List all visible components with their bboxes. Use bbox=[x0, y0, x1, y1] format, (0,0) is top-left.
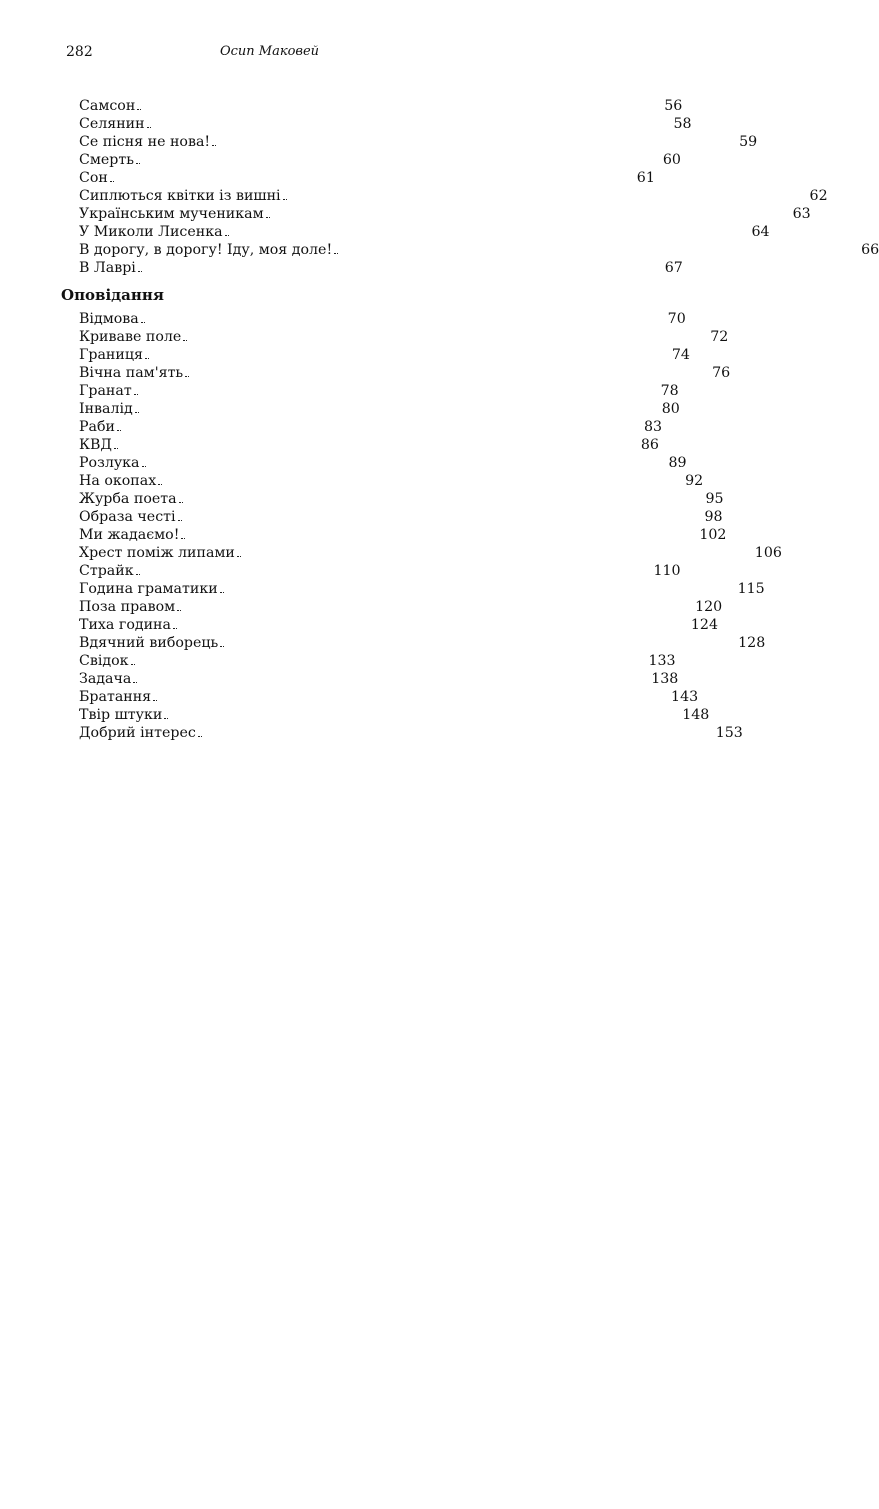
dot-leader bbox=[134, 384, 138, 395]
toc-entry-page: 102 bbox=[699, 527, 727, 543]
toc-entry-page: 106 bbox=[754, 545, 782, 561]
toc-entry-title: Границя bbox=[79, 347, 143, 363]
toc-entry-title: Інвалід bbox=[79, 401, 133, 417]
toc-entry-title: Криваве поле bbox=[79, 329, 182, 345]
toc-list bbox=[79, 310, 782, 742]
toc-entry-page: 138 bbox=[651, 671, 679, 687]
toc-entry-page: 74 bbox=[671, 347, 690, 363]
toc-entry-title: Українським мученикам bbox=[79, 206, 264, 222]
toc-entry-page: 153 bbox=[715, 725, 743, 741]
toc-entry bbox=[79, 436, 659, 454]
toc-entry-title: Журба поета bbox=[79, 491, 177, 507]
toc-entry-page: 95 bbox=[705, 491, 724, 507]
toc-entry-page: 92 bbox=[685, 473, 704, 489]
page-number: 282 bbox=[66, 44, 93, 60]
toc-entry bbox=[79, 418, 663, 436]
toc-entry-page: 56 bbox=[664, 98, 683, 114]
toc-entry-title: КВД bbox=[79, 437, 112, 453]
toc-entry bbox=[79, 652, 676, 670]
running-head bbox=[66, 44, 473, 64]
toc-entry-page: 59 bbox=[739, 134, 758, 150]
dot-leader bbox=[135, 402, 139, 413]
toc-list bbox=[79, 97, 879, 277]
toc-entry-page: 98 bbox=[704, 509, 723, 525]
toc-entry-title: В дорогу, в дорогу! Іду, моя доле! bbox=[79, 242, 333, 258]
toc-entry-title: Твір штуки bbox=[79, 707, 163, 723]
dot-leader bbox=[141, 312, 145, 323]
toc-entry-title: В Лаврі bbox=[79, 260, 136, 276]
toc-entry-page: 128 bbox=[738, 635, 766, 651]
toc-entry-title: Братання bbox=[79, 689, 152, 705]
toc-entry-page: 76 bbox=[712, 365, 731, 381]
toc-entry-title: Вічна пам'ять bbox=[79, 365, 184, 381]
toc-entry-page: 58 bbox=[673, 116, 692, 132]
toc-entry-title: Раби bbox=[79, 419, 116, 435]
dot-leader bbox=[136, 153, 140, 164]
toc-entry-title: Розлука bbox=[79, 455, 140, 471]
toc-entry-page: 67 bbox=[664, 260, 683, 276]
toc-entry-title: На окопах bbox=[79, 473, 157, 489]
toc-entry bbox=[79, 115, 692, 133]
toc-entry-page: 89 bbox=[668, 455, 687, 471]
toc-entry bbox=[79, 400, 680, 418]
toc-entry-page: 124 bbox=[690, 617, 718, 633]
toc-entry-page: 64 bbox=[751, 224, 770, 240]
toc-entry-page: 115 bbox=[737, 581, 765, 597]
toc-entry-title: Сиплються квітки із вишні bbox=[79, 188, 281, 204]
toc-entry-title: Добрий інтерес bbox=[79, 725, 196, 741]
toc-entry-title: Смерть bbox=[79, 152, 134, 168]
toc-entry-title: Вдячний виборець bbox=[79, 635, 219, 651]
toc-entry-title: Задача bbox=[79, 671, 132, 687]
section-heading: Оповідання bbox=[61, 286, 164, 304]
toc-entry-title: Ми жадаємо! bbox=[79, 527, 180, 543]
toc-entry-page: 72 bbox=[710, 329, 729, 345]
toc-entry bbox=[79, 169, 655, 187]
dot-leader bbox=[137, 99, 141, 110]
toc-entry bbox=[79, 151, 681, 169]
toc-entry-page: 80 bbox=[661, 401, 680, 417]
toc-entry bbox=[79, 328, 729, 346]
toc-entry-title: Година граматики bbox=[79, 581, 218, 597]
toc-entry-page: 83 bbox=[643, 419, 663, 435]
toc-entry-title: Тиха година bbox=[79, 617, 171, 633]
toc-entry bbox=[79, 310, 686, 328]
toc-entry-page: 148 bbox=[682, 707, 710, 723]
toc-stories bbox=[79, 310, 782, 742]
toc-entry-title: Образа честі bbox=[79, 509, 176, 525]
toc-entry-page: 110 bbox=[653, 563, 681, 579]
toc-entry-title: Сон bbox=[79, 170, 108, 186]
toc-entry-title: Се пісня не нова! bbox=[79, 134, 211, 150]
toc-entry bbox=[79, 346, 690, 364]
toc-entry bbox=[79, 364, 731, 382]
toc-entry-title: Хрест поміж липами bbox=[79, 545, 235, 561]
toc-entry-title: У Миколи Лисенка bbox=[79, 224, 223, 240]
dot-leader bbox=[117, 420, 121, 431]
running-head-author: Осип Маковей bbox=[219, 44, 320, 59]
toc-entry-title: Самсон bbox=[79, 98, 136, 114]
dot-leader bbox=[114, 438, 118, 449]
toc-entry-page: 63 bbox=[792, 206, 811, 222]
toc-entry-page: 61 bbox=[636, 170, 655, 186]
toc-entry-page: 62 bbox=[809, 188, 828, 204]
toc-entry bbox=[79, 382, 679, 400]
toc-entry-title: Селянин bbox=[79, 116, 145, 132]
toc-poems bbox=[79, 97, 879, 277]
toc-entry-page: 78 bbox=[660, 383, 679, 399]
toc-entry-title: Страйк bbox=[79, 563, 134, 579]
dot-leader bbox=[110, 171, 114, 182]
toc-entry-page: 120 bbox=[695, 599, 723, 615]
toc-entry-title: Відмова bbox=[79, 311, 139, 327]
toc-entry-page: 133 bbox=[648, 653, 676, 669]
toc-entry bbox=[79, 670, 679, 688]
toc-entry bbox=[79, 97, 683, 115]
toc-entry-page: 70 bbox=[667, 311, 686, 327]
toc-entry bbox=[79, 133, 758, 151]
toc-entry-title: Поза правом bbox=[79, 599, 176, 615]
toc-entry-page: 143 bbox=[671, 689, 699, 705]
toc-entry-page: 86 bbox=[640, 437, 659, 453]
toc-entry-title: Свідок bbox=[79, 653, 129, 669]
toc-entry-title: Гранат bbox=[79, 383, 132, 399]
toc-entry-page: 66 bbox=[861, 242, 879, 258]
toc-entry-page: 60 bbox=[662, 152, 681, 168]
